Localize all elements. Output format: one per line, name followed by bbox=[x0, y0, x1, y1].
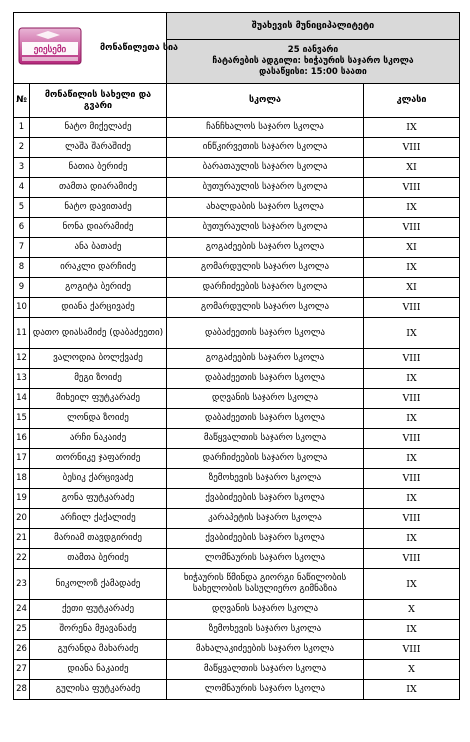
school-name: გოგაძეების საჯარო სკოლა bbox=[167, 349, 364, 369]
school-name: დარჩიძეების საჯარო სკოლა bbox=[167, 278, 364, 298]
col-header-number: № bbox=[14, 84, 30, 118]
grade: XI bbox=[364, 278, 460, 298]
table-row bbox=[14, 600, 460, 620]
event-info bbox=[167, 40, 460, 84]
table-row bbox=[14, 198, 460, 218]
grade: IX bbox=[364, 489, 460, 509]
participant-name: გოგიტა ბერიძე bbox=[30, 278, 167, 298]
row-number: 11 bbox=[14, 318, 30, 349]
row-number: 20 bbox=[14, 509, 30, 529]
participant-name: თორნიკე ჯაფარიძე bbox=[30, 449, 167, 469]
row-number: 1 bbox=[14, 118, 30, 138]
participant-name: არჩი ნაკაიძე bbox=[30, 429, 167, 449]
table-row bbox=[14, 509, 460, 529]
table-row bbox=[14, 429, 460, 449]
grade: VIII bbox=[364, 469, 460, 489]
grade: VIII bbox=[364, 549, 460, 569]
row-number: 16 bbox=[14, 429, 30, 449]
participant-name: ნატო დავითაძე bbox=[30, 198, 167, 218]
participant-name: თამთა ბერიძე bbox=[30, 549, 167, 569]
school-name: ლომნაურის საჯარო სკოლა bbox=[167, 680, 364, 700]
municipality-title: შუახევის მუნიციპალიტეტი bbox=[167, 13, 460, 40]
participant-name: მეგი ზოიძე bbox=[30, 369, 167, 389]
grade: IX bbox=[364, 318, 460, 349]
table-row bbox=[14, 549, 460, 569]
table-row bbox=[14, 118, 460, 138]
grade: VIII bbox=[364, 178, 460, 198]
school-name: მაწყვალთის საჯარო სკოლა bbox=[167, 660, 364, 680]
participant-name: ბესიკ ქარცივაძე bbox=[30, 469, 167, 489]
school-name: ლომნაურის საჯარო სკოლა bbox=[167, 549, 364, 569]
school-name: დაბაძეეთის საჯარო სკოლა bbox=[167, 409, 364, 429]
table-row bbox=[14, 660, 460, 680]
table-row bbox=[14, 569, 460, 600]
school-name: ბუთურაულის საჯარო სკოლა bbox=[167, 178, 364, 198]
row-number: 26 bbox=[14, 640, 30, 660]
row-number: 5 bbox=[14, 198, 30, 218]
table-row bbox=[14, 238, 460, 258]
grade: IX bbox=[364, 620, 460, 640]
participant-name: დიანა ნაკაიძე bbox=[30, 660, 167, 680]
grade: IX bbox=[364, 569, 460, 600]
row-number: 3 bbox=[14, 158, 30, 178]
participant-name: გურანდა მახარაძე bbox=[30, 640, 167, 660]
row-number: 18 bbox=[14, 469, 30, 489]
participant-name: ირაკლი დარჩიძე bbox=[30, 258, 167, 278]
participant-name: მარიამ თავდგირიძე bbox=[30, 529, 167, 549]
school-name: დარჩიძეების საჯარო სკოლა bbox=[167, 449, 364, 469]
grade: VIII bbox=[364, 640, 460, 660]
header-left-cell bbox=[14, 13, 178, 84]
participant-name: ქეთი ფუტკარაძე bbox=[30, 600, 167, 620]
col-header-school: სკოლა bbox=[167, 84, 364, 118]
participant-name: ლაშა შარაშიძე bbox=[30, 138, 167, 158]
grade: IX bbox=[364, 409, 460, 429]
school-name: ჩანჩხალოს საჯარო სკოლა bbox=[167, 118, 364, 138]
table-row bbox=[14, 298, 460, 318]
event-venue: ჩატარების ადგილი: ხიჭაურის საჯარო სკოლა bbox=[212, 56, 414, 66]
col-header-name: მონაწილის სახელი და გვარი bbox=[30, 84, 167, 118]
participant-name: არჩილ ქაქალიძე bbox=[30, 509, 167, 529]
participant-name: ნიკოლოზ ქამადაძე bbox=[30, 569, 167, 600]
participants-sheet bbox=[13, 12, 459, 700]
row-number: 15 bbox=[14, 409, 30, 429]
school-name: ქვაბიძეების საჯარო სკოლა bbox=[167, 489, 364, 509]
row-number: 27 bbox=[14, 660, 30, 680]
event-date: 25 იანვარი bbox=[287, 45, 339, 55]
grade: XI bbox=[364, 238, 460, 258]
grade: VIII bbox=[364, 389, 460, 409]
grade: IX bbox=[364, 258, 460, 278]
grade: VIII bbox=[364, 298, 460, 318]
school-name: დღვანის საჯარო სკოლა bbox=[167, 600, 364, 620]
grade: XI bbox=[364, 158, 460, 178]
row-number: 19 bbox=[14, 489, 30, 509]
grade: IX bbox=[364, 369, 460, 389]
participant-name: ვალოდია ბოლქვაძე bbox=[30, 349, 167, 369]
table-row bbox=[14, 318, 460, 349]
participant-name: ლონდა ზოიძე bbox=[30, 409, 167, 429]
participant-name: დიანა ქარცივაძე bbox=[30, 298, 167, 318]
school-name: დღვანის საჯარო სკოლა bbox=[167, 389, 364, 409]
row-number: 9 bbox=[14, 278, 30, 298]
grade: IX bbox=[364, 198, 460, 218]
school-name: გომარდულის საჯარო სკოლა bbox=[167, 298, 364, 318]
table-row bbox=[14, 349, 460, 369]
participant-name: ანა ბათაძე bbox=[30, 238, 167, 258]
row-number: 24 bbox=[14, 600, 30, 620]
grade: IX bbox=[364, 118, 460, 138]
table-row bbox=[14, 640, 460, 660]
row-number: 17 bbox=[14, 449, 30, 469]
school-name: დაბაძეეთის საჯარო სკოლა bbox=[167, 318, 364, 349]
participant-name: ნათია ბერიძე bbox=[30, 158, 167, 178]
row-number: 28 bbox=[14, 680, 30, 700]
column-header-row bbox=[14, 84, 460, 118]
table-row bbox=[14, 529, 460, 549]
row-number: 25 bbox=[14, 620, 30, 640]
row-number: 23 bbox=[14, 569, 30, 600]
grade: VIII bbox=[364, 429, 460, 449]
school-name: მახალაკიძეების საჯარო სკოლა bbox=[167, 640, 364, 660]
table-row bbox=[14, 178, 460, 198]
table-row bbox=[14, 489, 460, 509]
event-start-time: დასაწყისი: 15:00 საათი bbox=[259, 67, 367, 77]
grade: IX bbox=[364, 529, 460, 549]
participant-name: შორენა მჟავანაძე bbox=[30, 620, 167, 640]
table-row bbox=[14, 680, 460, 700]
participants-body bbox=[14, 118, 460, 700]
participant-name: მიხეილ ფუტკარაძე bbox=[30, 389, 167, 409]
table-row bbox=[14, 158, 460, 178]
school-name: ქვაბიძეების საჯარო სკოლა bbox=[167, 529, 364, 549]
school-name: დაბაძეეთის საჯარო სკოლა bbox=[167, 369, 364, 389]
school-name: გოგაძეების საჯარო სკოლა bbox=[167, 238, 364, 258]
grade: VIII bbox=[364, 218, 460, 238]
row-number: 21 bbox=[14, 529, 30, 549]
school-name: კარაპეტის საჯარო სკოლა bbox=[167, 509, 364, 529]
school-name: ზემოხევის საჯარო სკოლა bbox=[167, 620, 364, 640]
col-header-grade: კლასი bbox=[364, 84, 460, 118]
table-row bbox=[14, 258, 460, 278]
row-number: 4 bbox=[14, 178, 30, 198]
grade: VIII bbox=[364, 138, 460, 158]
school-name: ინწკირვეთის საჯარო სკოლა bbox=[167, 138, 364, 158]
grade: IX bbox=[364, 680, 460, 700]
grade: VIII bbox=[364, 349, 460, 369]
school-name: მაწყვალთის საჯარო სკოლა bbox=[167, 429, 364, 449]
grade: X bbox=[364, 660, 460, 680]
table-row bbox=[14, 278, 460, 298]
participant-name: ნატო მიქელაძე bbox=[30, 118, 167, 138]
row-number: 13 bbox=[14, 369, 30, 389]
table-row bbox=[14, 369, 460, 389]
row-number: 8 bbox=[14, 258, 30, 278]
row-number: 22 bbox=[14, 549, 30, 569]
eec-logo bbox=[18, 27, 82, 65]
grade: IX bbox=[364, 449, 460, 469]
row-number: 2 bbox=[14, 138, 30, 158]
participant-name: დათო დიასამიძე (დაბაძეეთი) bbox=[30, 318, 167, 349]
table-row bbox=[14, 469, 460, 489]
logo-text: ეიესემი bbox=[33, 44, 67, 54]
table-row bbox=[14, 449, 460, 469]
list-title: მონაწილეთა სია bbox=[100, 43, 178, 53]
row-number: 12 bbox=[14, 349, 30, 369]
school-name: გომარდულის საჯარო სკოლა bbox=[167, 258, 364, 278]
participant-name: გულისა ფუტკარაძე bbox=[30, 680, 167, 700]
grade: VIII bbox=[364, 509, 460, 529]
row-number: 10 bbox=[14, 298, 30, 318]
row-number: 7 bbox=[14, 238, 30, 258]
participant-name: ნონა დიარამიძე bbox=[30, 218, 167, 238]
school-name: ახალდაბის საჯარო სკოლა bbox=[167, 198, 364, 218]
participants-table bbox=[13, 12, 460, 700]
participant-name: გონა ფუტკარაძე bbox=[30, 489, 167, 509]
table-row bbox=[14, 409, 460, 429]
school-name: ბარათაულის საჯარო სკოლა bbox=[167, 158, 364, 178]
table-row bbox=[14, 620, 460, 640]
row-number: 14 bbox=[14, 389, 30, 409]
table-row bbox=[14, 138, 460, 158]
participant-name: თამთა დიარამიძე bbox=[30, 178, 167, 198]
school-name: ზემოხევის საჯარო სკოლა bbox=[167, 469, 364, 489]
row-number: 6 bbox=[14, 218, 30, 238]
school-name: ხიჭაურის წმინდა გიორგი ნაწილობის სახელობის სასულიერო გიმნაზია bbox=[167, 569, 364, 600]
grade: X bbox=[364, 600, 460, 620]
school-name: ბუთურაულის საჯარო სკოლა bbox=[167, 218, 364, 238]
table-row bbox=[14, 218, 460, 238]
table-row bbox=[14, 389, 460, 409]
